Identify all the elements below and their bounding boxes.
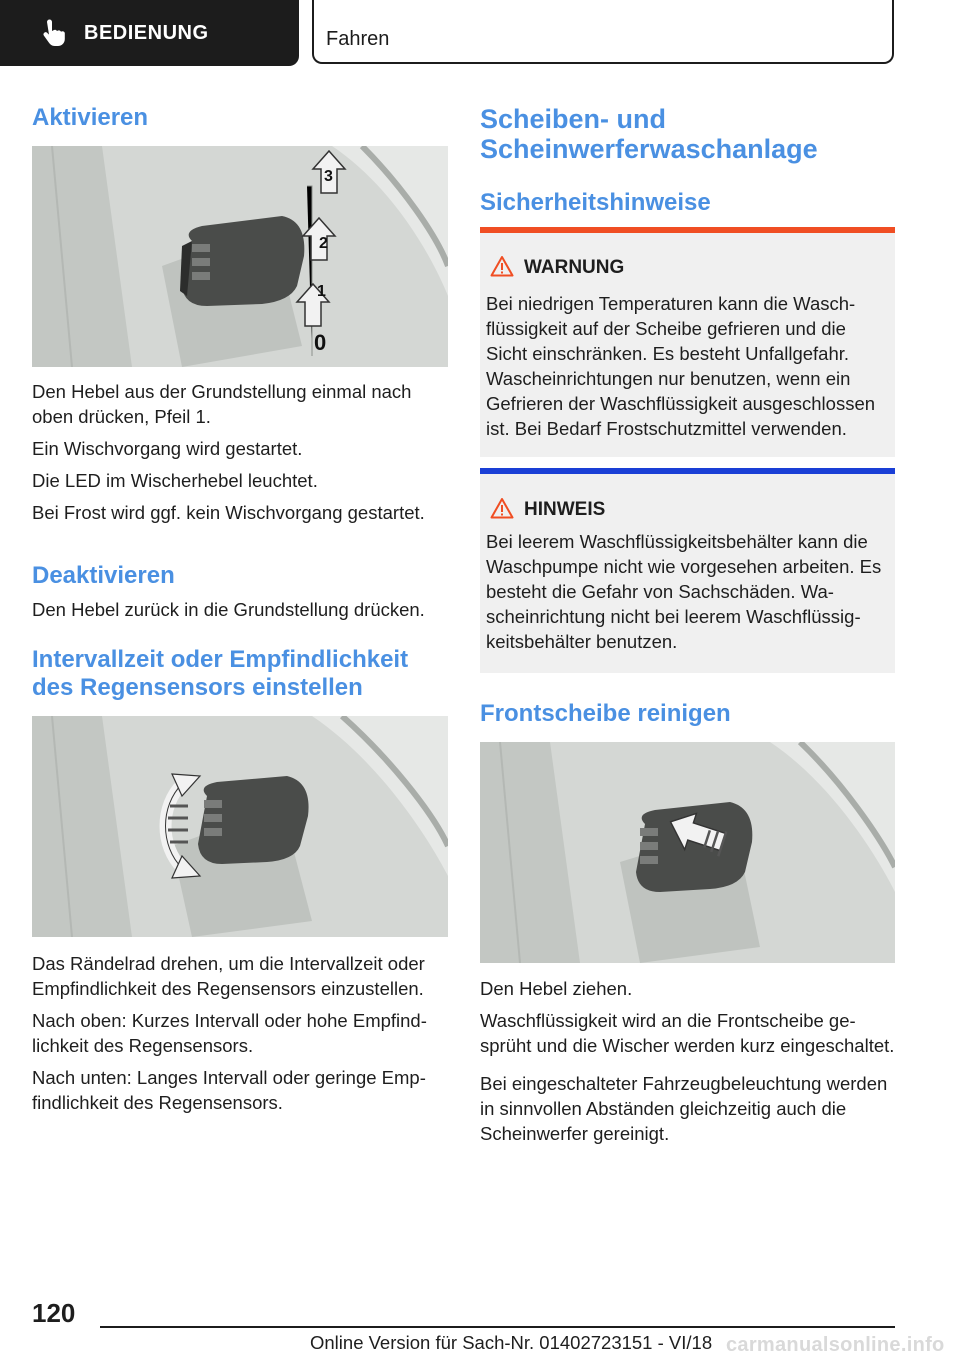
warning-text: Bei niedrigen Temperaturen kann die Waschflüssigkeit auf der Scheibe gefrieren und die Sicht einschränken. Es besteht Unfallgefahr. Wascheinrichtungen nur benutzen, wenn ein Gefrieren der Waschflüssigkeit ausgeschlossen ist. Bei Bedarf Frostschutzmittel verwenden. xyxy=(486,293,876,439)
warning-box xyxy=(480,227,895,457)
figure-label-3: 3 xyxy=(324,168,333,185)
heading-aktivieren: Aktivieren xyxy=(32,104,149,131)
clean-text-3: Bei eingeschalteter Fahrzeugbeleuchtung werden in sinnvollen Abständen gleichzeitig auch die Scheinwerfer gereinigt. xyxy=(480,1073,888,1144)
warning-title: WARNUNG xyxy=(524,257,625,278)
footer-version: Online Version für Sach-Nr. 01402723151 - VI/18 xyxy=(310,1332,713,1353)
activate-text-1: Den Hebel aus der Grundstellung einmal nach oben drücken, Pfeil 1. xyxy=(32,381,412,427)
activate-text-3: Die LED im Wischerhebel leuchtet. xyxy=(32,470,318,491)
section-title: BEDIENUNG xyxy=(84,21,209,44)
header-section-tab xyxy=(0,0,299,66)
hand-pointer-icon xyxy=(38,18,68,48)
footer-divider xyxy=(100,1326,895,1328)
interval-text-block xyxy=(32,951,448,1115)
heading-waschanlage: Scheiben- und Scheinwerferwaschanlage xyxy=(480,104,818,164)
clean-text-block xyxy=(480,976,896,1146)
clean-text-1: Den Hebel ziehen. xyxy=(480,978,633,999)
warning-triangle-icon xyxy=(490,255,514,277)
header-chapter-tab xyxy=(312,0,894,64)
figure-wiper-pull xyxy=(480,742,895,963)
heading-frontscheibe: Frontscheibe reinigen xyxy=(480,700,731,727)
clean-text-2: Waschflüssigkeit wird an die Frontscheibe gesprüht und die Wischer werden kurz eingeschaltet. xyxy=(480,1010,895,1056)
interval-text-1: Das Rändelrad drehen, um die Intervallzeit oder Empfindlichkeit des Regensensors einzustellen. xyxy=(32,953,425,999)
page-number: 120 xyxy=(32,1298,76,1328)
warning-bar xyxy=(480,227,895,233)
figure-label-2: 2 xyxy=(319,235,328,252)
figure-label-1: 1 xyxy=(317,283,326,300)
notice-bar xyxy=(480,468,895,474)
watermark: carmanualsonline.info xyxy=(726,1334,945,1356)
activate-text-4: Bei Frost wird ggf. kein Wischvorgang gestartet. xyxy=(32,502,425,523)
chapter-title: Fahren xyxy=(326,28,390,50)
deactivate-text: Den Hebel zurück in die Grundstellung drücken. xyxy=(32,599,425,620)
interval-text-2: Nach oben: Kurzes Intervall oder hohe Empfindlichkeit des Regensensors. xyxy=(32,1010,427,1056)
activate-text-block xyxy=(32,379,448,525)
notice-text: Bei leerem Waschflüssigkeitsbehälter kann die Waschpumpe nicht wie vorgesehen arbeiten. Es besteht die Gefahr von Sachschäden. Wascheinrichtung nicht bei leerem Waschflüssigkeitsbehälter benutzen. xyxy=(486,531,882,652)
warning-triangle-icon xyxy=(490,497,514,519)
figure-label-0: 0 xyxy=(314,330,327,355)
figure-wiper-thumbwheel xyxy=(32,716,448,937)
activate-text-2: Ein Wischvorgang wird gestartet. xyxy=(32,438,303,459)
interval-text-3: Nach unten: Langes Intervall oder geringe Empfindlichkeit des Regensensors. xyxy=(32,1067,426,1113)
figure-wiper-stalk-positions xyxy=(32,146,448,367)
notice-box xyxy=(480,468,895,673)
heading-sicherheitshinweise: Sicherheitshinweise xyxy=(480,189,711,216)
heading-deaktivieren: Deaktivieren xyxy=(32,562,175,589)
heading-intervallzeit: Intervallzeit oder Empfindlichkeit des Regensensors einstellen xyxy=(32,646,409,701)
notice-title: HINWEIS xyxy=(524,499,606,520)
